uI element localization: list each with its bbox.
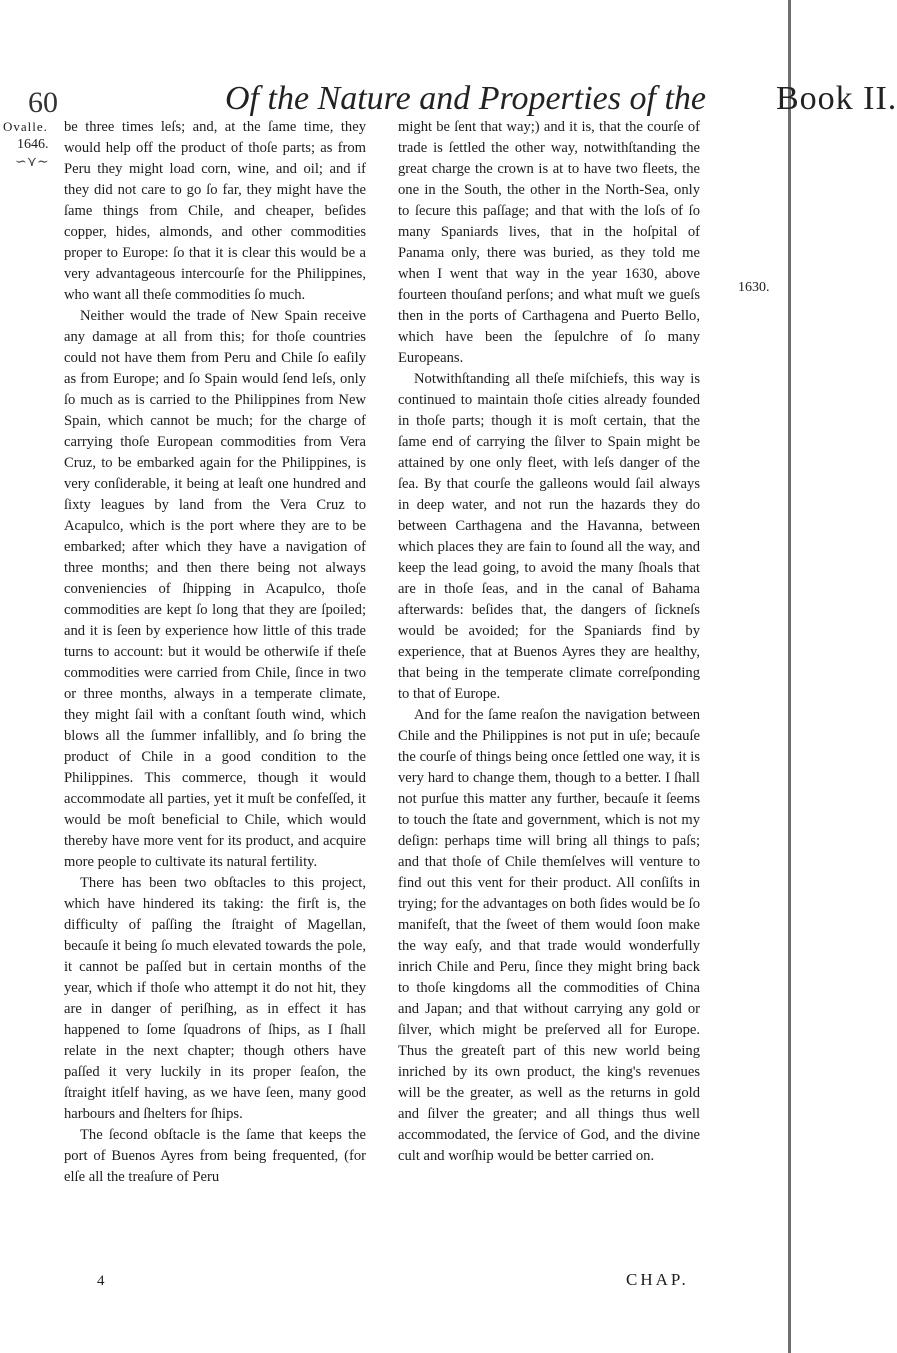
paragraph: Neither would the trade of New Spain receive any damage at all from this; for thoſe countries could not have them from Peru and Chile ſo eaſily as from Europe; and ſo Spain would ſend leſs, only ſo much as is carried to the Philippines from New Spain, which cannot be much; for the charge of carrying thoſe European commodities from Vera Cruz, to be embarked again for the Philippines, is very conſiderable, it being at leaſt one hundred and ſixty leagues by land from the Vera Cruz to Acapulco, which is the port where they are to be embarked; after which they have a navigation of three months; and then there being not always conveniencies of ſhipping in Acapulco, thoſe commodities are kept ſo long that they are ſpoiled; and it is ſeen by experience how little of this trade turns to account: but it would be otherwiſe if theſe commodities were carried from Chile, ſince in two or three months, always in a temperate climate, they might ſail with a conſtant ſouth wind, which blows all the ſummer infallibly, and ſo bring the product of Chile in a good condition to the Philippines. This commerce, though it would accommodate all parties, yet it muſt be confeſſed, it would be moſt beneficial to Chile, which would thereby have more vent for its product, and acquire more people to cultivate its natural fertility. [64, 308, 366, 870]
paragraph: The ſecond obſtacle is the ſame that keeps the port of Buenos Ayres from being frequented, (for elſe all the treaſure of Peru [64, 1127, 366, 1185]
margin-ornament: ∽⋎∼ [15, 155, 49, 170]
catchword: CHAP. [626, 1270, 689, 1289]
page-number: 60 [28, 86, 58, 119]
paragraph: There has been two obſtacles to this project, which have hindered its taking: the firſt is, the difficulty of paſſing the ſtraight of Magellan, becauſe it being ſo much elevated towards the pole, it cannot be paſſed but in certain months of the year, which if thoſe who attempt it do not hit, they are in danger of periſhing, as in effect it has happened to ſome ſquadrons of ſhips, as I ſhall relate in the next chapter; though others have paſſed it very luckily in its proper ſeaſon, the ſtraight itſelf having, as we have ſeen, many good harbours and ſhelters for ſhips. [64, 875, 366, 1122]
running-head [225, 80, 897, 118]
paragraph: be three times leſs; and, at the ſame time, they would help off the product of thoſe parts; as from Peru they might load corn, wine, and oil; and if they did not care to go ſo far, they might have the ſame things from Chile, and cheaper, beſides copper, hides, almonds, and other commodities proper to Europe: ſo that it is clear this would be a very advantageous intercourſe for the Philippines, who want all theſe commodities ſo much. [64, 119, 366, 303]
margin-year: 1646. [17, 137, 49, 152]
signature-mark: 4 [97, 1273, 105, 1289]
running-title: Of the Nature and Properties of the [225, 80, 706, 117]
paragraph: And for the ſame reaſon the navigation between Chile and the Philippines is not put in uſe; becauſe the courſe of things being once ſettled one way, it is very hard to change them, though to a better. I ſhall not purſue this matter any further, becauſe it ſeems to touch the ſtate and government, which is not my deſign: perhaps time will bring all things to paſs; and that thoſe of Chile themſelves will venture to find out this vent for their product. All conſiſts in trying; for the advantages on both ſides would be ſo manifeſt, that the ſweet of them would ſoon make the way eaſy, and that trade would wonderfully inrich Chile and Peru, ſince they might bring back to thoſe kingdoms all the commodities of China and Japan; and that without carrying any gold or ſilver, which might be preſerved all for Europe. Thus the greateſt part of this new world being inriched by its own product, the king's revenues will be the greater, as well as the returns in gold and ſilver the greater; and all things thus well accommodated, the ſervice of God, and the divine cult and worſhip would be better carried on. [398, 707, 700, 1164]
left-margin-note [3, 118, 63, 172]
page-edge-rule [788, 0, 791, 1353]
right-margin-year: 1630. [738, 280, 770, 295]
left-column [64, 117, 366, 1188]
right-column [398, 117, 700, 1167]
paragraph: Notwithſtanding all theſe miſchiefs, this way is continued to maintain thoſe cities already founded in thoſe parts; though it is moſt certain, that the ſame end of carrying the ſilver to Spain might be attained by one only fleet, with leſs danger of the ſea. By that courſe the galleons would ſail always in deep water, and not run the hazards they do between Carthagena and the Havanna, between which places they are fain to ſound all the way, and keep the lead going, to avoid the many ſhoals that are in thoſe ſeas, and in the canal of Bahama afterwards: beſides that, the dangers of ſickneſs would be avoided; for the Spaniards find by experience, that at Buenos Ayres they are healthy, that being in the temperate climate correſponding to that of Europe. [398, 371, 700, 702]
margin-author: Ovalle. [3, 119, 48, 134]
book-label: Book II. [775, 80, 897, 117]
paragraph: might be ſent that way;) and it is, that the courſe of trade is ſettled the other way, notwithſtanding the great charge the crown is at to have two fleets, the one in the South, the other in the North-Sea, only to ſecure this paſſage; and that with the loſs of ſo many Spaniards lives, that in the hoſpital of Panama only, there was buried, as they told me when I went that way in the year 1630, above fourteen thouſand perſons; and what muſt we gueſs then in the ports of Carthagena and Puerto Bello, which have been the ſepulchre of ſo many Europeans. [398, 119, 700, 366]
